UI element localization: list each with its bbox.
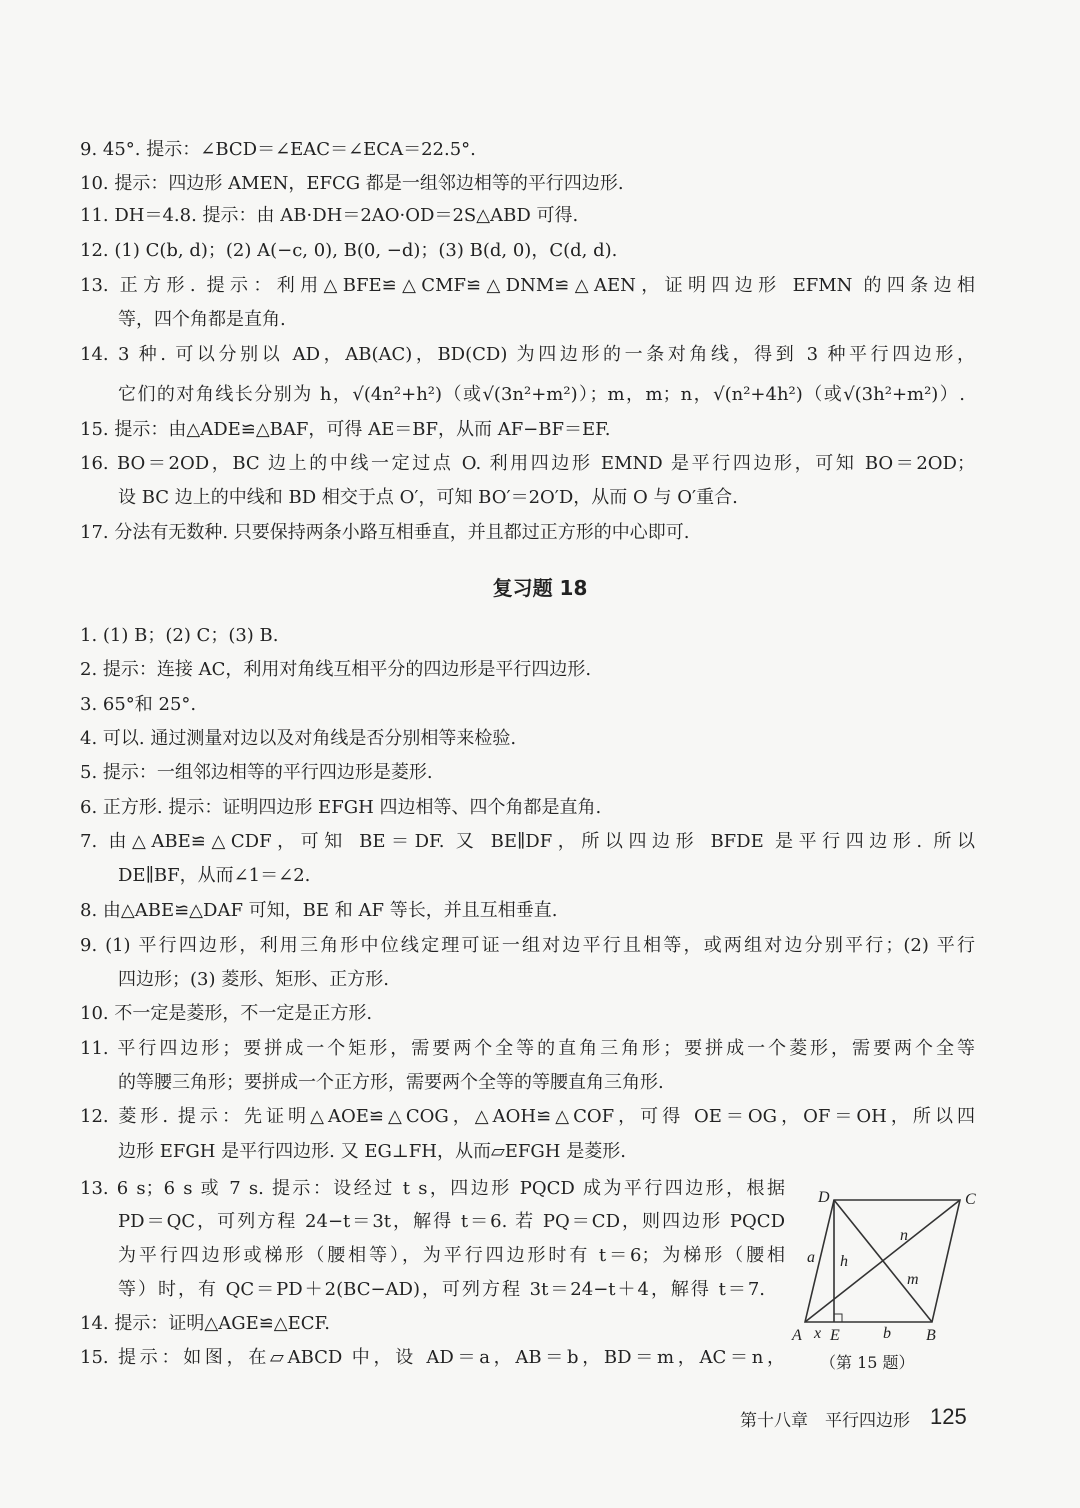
answer-item: 11. 平行四边形；要拼成一个矩形，需要两个全等的直角三角形；要拼成一个菱形，需要两个全等 xyxy=(80,1038,975,1059)
answer-item: 7. 由△ABE≌△CDF，可知 BE＝DF. 又 BE∥DF，所以四边形 BFDE 是平行四边形. 所以 xyxy=(80,831,975,852)
label-a-side: a xyxy=(807,1249,815,1266)
figure-caption: （第 15 题） xyxy=(820,1353,915,1372)
right-angle-mark xyxy=(834,1314,842,1322)
page-number: 125 xyxy=(930,1404,967,1429)
answer-item: 15. 提示：如图，在▱ABCD 中，设 AD＝a，AB＝b，BD＝m，AC＝n， xyxy=(80,1347,785,1368)
label-b-side: b xyxy=(883,1325,891,1342)
answer-item-continuation: 的等腰三角形；要拼成一个正方形，需要两个全等的等腰直角三角形. xyxy=(118,1072,664,1093)
answer-item: 9. (1) 平行四边形，利用三角形中位线定理可证一组对边平行且相等，或两组对边分别平行；(2) 平行 xyxy=(80,935,975,956)
answer-item: 1. (1) B；(2) C；(3) B. xyxy=(80,625,279,646)
answer-item: 5. 提示：一组邻边相等的平行四边形是菱形. xyxy=(80,762,433,783)
label-h: h xyxy=(840,1253,848,1270)
answer-item: 10. 不一定是菱形，不一定是正方形. xyxy=(80,1003,373,1024)
chapter-title: 第十八章 平行四边形 xyxy=(740,1411,910,1431)
answer-item: 8. 由△ABE≌△DAF 可知，BE 和 AF 等长，并且互相垂直. xyxy=(80,900,558,921)
label-b: B xyxy=(926,1327,936,1344)
answer-item-continuation: 等，四个角都是直角. xyxy=(118,309,286,330)
parallelogram-figure xyxy=(780,1180,1000,1350)
answer-item: 9. 45°. 提示：∠BCD＝∠EAC＝∠ECA＝22.5°. xyxy=(80,139,476,160)
answer-item: 12. (1) C(b, d)；(2) A(−c, 0), B(0, −d)；(3) B(d, 0)，C(d, d). xyxy=(80,240,618,261)
answer-item-continuation: 等）时，有 QC＝PD＋2(BC−AD)，可列方程 3t＝24−t＋4，解得 t＝7. xyxy=(118,1279,766,1300)
answer-item: 13. 6 s；6 s 或 7 s. 提示：设经过 t s，四边形 PQCD 成为平行四边形，根据 xyxy=(80,1178,785,1199)
label-c: C xyxy=(965,1191,976,1208)
answer-item-continuation: DE∥BF，从而∠1＝∠2. xyxy=(118,865,311,886)
label-x: x xyxy=(814,1325,822,1342)
answer-item: 12. 菱形. 提示：先证明△AOE≌△COG，△AOH≌△COF，可得 OE＝OG，OF＝OH，所以四 xyxy=(80,1106,975,1127)
label-d: D xyxy=(818,1189,830,1206)
answer-item-continuation: 为平行四边形或梯形（腰相等），为平行四边形时有 t＝6；为梯形（腰相 xyxy=(118,1245,785,1266)
answer-item: 16. BO＝2OD，BC 边上的中线一定过点 O. 利用四边形 EMND 是平行四边形，可知 BO＝2OD； xyxy=(80,453,975,474)
answer-item: 11. DH＝4.8. 提示：由 AB·DH＝2AO·OD＝2S△ABD 可得. xyxy=(80,205,579,226)
answer-item: 4. 可以. 通过测量对边以及对角线是否分别相等来检验. xyxy=(80,728,517,749)
answer-item: 14. 3 种. 可以分别以 AD，AB(AC)，BD(CD) 为四边形的一条对角线，得到 3 种平行四边形， xyxy=(80,344,975,365)
answer-item: 10. 提示：四边形 AMEN，EFCG 都是一组邻边相等的平行四边形. xyxy=(80,173,624,194)
answer-item: 6. 正方形. 提示：证明四边形 EFGH 四边相等、四个角都是直角. xyxy=(80,797,602,818)
answer-item-continuation: 它们的对角线长分别为 h，√(4n²+h²)（或√(3n²+m²)）；m，m；n，√(n²+4h²)（或√(3h²+m²)）. xyxy=(118,384,965,405)
label-n: n xyxy=(900,1227,908,1244)
label-m: m xyxy=(907,1271,919,1288)
answer-item: 13. 正方形. 提示：利用△BFE≌△CMF≌△DNM≌△AEN，证明四边形 EFMN 的四条边相 xyxy=(80,275,975,296)
answer-item: 2. 提示：连接 AC，利用对角线互相平分的四边形是平行四边形. xyxy=(80,659,592,680)
answer-item-continuation: 四边形；(3) 菱形、矩形、正方形. xyxy=(118,969,389,990)
answer-item: 14. 提示：证明△AGE≌△ECF. xyxy=(80,1313,330,1334)
answer-item-continuation: PD＝QC，可列方程 24−t＝3t，解得 t＝6. 若 PQ＝CD，则四边形 PQCD xyxy=(118,1211,785,1232)
answer-item-continuation: 边形 EFGH 是平行四边形. 又 EG⊥FH，从而▱EFGH 是菱形. xyxy=(118,1141,626,1162)
answer-item: 3. 65°和 25°. xyxy=(80,694,197,715)
answer-item: 17. 分法有无数种. 只要保持两条小路互相垂直，并且都过正方形的中心即可. xyxy=(80,522,690,543)
section-title: 复习题 18 xyxy=(492,576,588,600)
answer-item-continuation: 设 BC 边上的中线和 BD 相交于点 O′，可知 BO′＝2O′D，从而 O 与 O′重合. xyxy=(118,487,738,508)
answer-item: 15. 提示：由△ADE≌△BAF，可得 AE＝BF，从而 AF−BF＝EF. xyxy=(80,419,611,440)
label-a: A xyxy=(792,1327,802,1344)
label-e: E xyxy=(830,1327,840,1344)
